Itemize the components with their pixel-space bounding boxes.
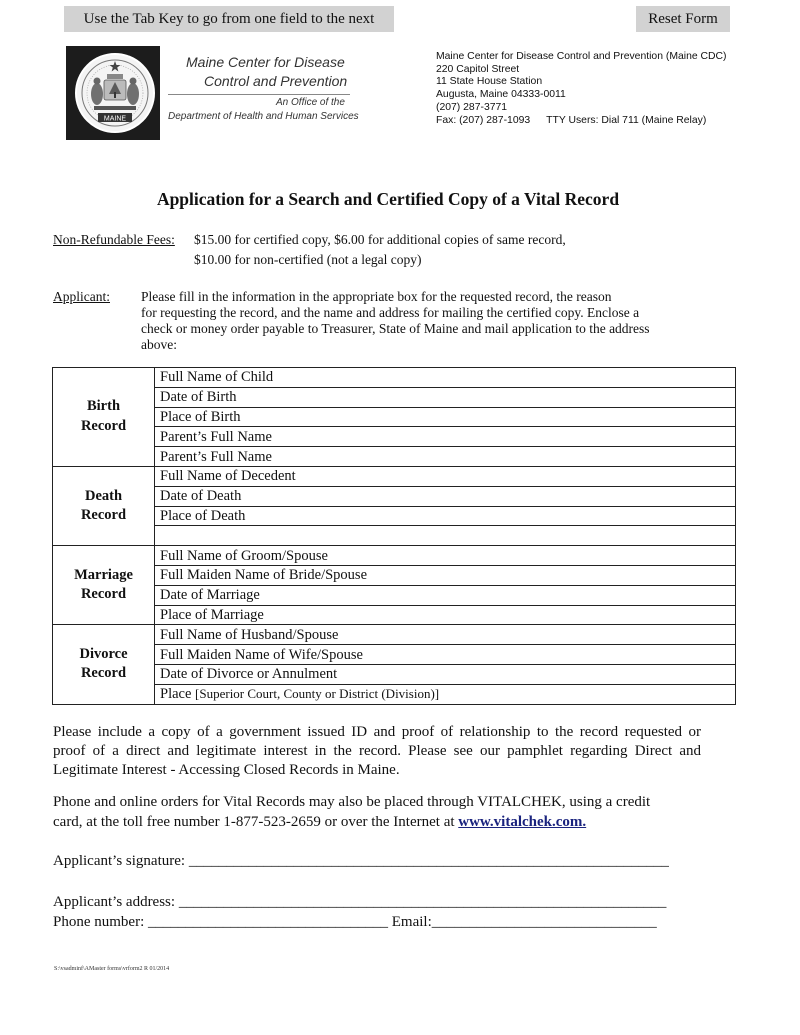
org-subtitle-line2: Department of Health and Human Services	[168, 111, 359, 122]
email-field[interactable]: ______________________________	[431, 914, 657, 930]
form-footer-code: S:\vsadminf\AMaster forms\vrform2 R 01/2014	[54, 966, 170, 972]
divorce-record-header	[53, 625, 155, 704]
address-line: Maine Center for Disease Control and Prevention (Maine CDC)	[436, 51, 727, 62]
death-record-header	[53, 466, 155, 545]
org-subtitle-line1: An Office of the	[276, 97, 345, 108]
marriage-record-header	[53, 546, 155, 625]
signature-label: Applicant’s signature:	[53, 853, 186, 869]
phone-line: (207) 287-3771	[436, 101, 508, 113]
table-row	[53, 585, 736, 605]
divorce-place-field[interactable]	[155, 684, 736, 704]
fees-line2: $10.00 for non-certified (not a legal copy)	[194, 252, 422, 267]
birth-parent1-field[interactable]: Parent’s Full Name	[155, 427, 736, 447]
vitalchek-link[interactable]: www.vitalchek.com.	[458, 814, 587, 830]
email-label: Email:	[391, 914, 432, 930]
table-row	[53, 447, 736, 467]
table-row	[53, 466, 736, 486]
id-notice-line: Legitimate Interest - Accessing Closed Records in Maine.	[53, 762, 400, 778]
phone-email-row	[53, 914, 657, 931]
table-row	[53, 664, 736, 684]
signature-field[interactable]: ________________________________________________________________	[188, 853, 669, 869]
table-row	[53, 605, 736, 625]
table-row	[53, 486, 736, 506]
vitalchek-line2	[53, 813, 586, 833]
applicant-instructions-line: above:	[141, 337, 177, 352]
phone-field[interactable]: ________________________________	[148, 914, 388, 930]
logo-divider	[168, 94, 350, 95]
record-type-title: Divorce	[79, 645, 128, 662]
vitalchek-line: Phone and online orders for Vital Records may also be placed through VITALCHEK, using a credit	[53, 794, 651, 810]
address-line: 220 Capitol Street	[436, 63, 520, 75]
table-row	[53, 684, 736, 704]
fees-label: Non-Refundable Fees:	[53, 232, 175, 247]
marriage-groom-name-field[interactable]: Full Name of Groom/Spouse	[155, 546, 736, 566]
applicant-instructions-line: check or money order payable to Treasurer, State of Maine and mail application to the address	[141, 321, 650, 336]
birth-date-field[interactable]: Date of Birth	[155, 387, 736, 407]
table-row	[53, 625, 736, 645]
contact-address-block	[436, 51, 727, 127]
record-type-title: Death	[84, 487, 123, 504]
death-date-field[interactable]: Date of Death	[155, 486, 736, 506]
divorce-date-field[interactable]: Date of Divorce or Annulment	[155, 664, 736, 684]
fax-tty-line	[436, 115, 727, 128]
table-row	[53, 526, 736, 546]
death-place-field[interactable]: Place of Death	[155, 506, 736, 526]
id-notice-line: Please include a copy of a government issued ID and proof of relationship to the record requested or	[53, 724, 701, 740]
signature-row	[53, 853, 669, 870]
death-extra-field[interactable]	[155, 526, 736, 546]
record-type-title: Record	[80, 586, 127, 603]
seal-banner-text: MAINE	[103, 115, 127, 123]
table-row	[53, 506, 736, 526]
divorce-place-hint: [Superior Court, County or District (Division)]	[195, 686, 440, 702]
maine-state-seal-icon	[74, 52, 156, 134]
divorce-husband-name-field[interactable]: Full Name of Husband/Spouse	[155, 625, 736, 645]
table-row	[53, 427, 736, 447]
table-row	[53, 645, 736, 665]
table-row	[53, 387, 736, 407]
tab-key-hint: Use the Tab Key to go from one field to the next	[64, 6, 394, 32]
address-field[interactable]: _________________________________________________________________	[178, 894, 667, 910]
address-label: Applicant’s address:	[53, 894, 176, 910]
address-line: 11 State House Station	[436, 76, 543, 88]
marriage-date-field[interactable]: Date of Marriage	[155, 585, 736, 605]
page-title: Application for a Search and Certified Copy of a Vital Record	[156, 189, 620, 209]
table-row	[53, 407, 736, 427]
applicant-instructions-line: Please fill in the information in the appropriate box for the requested record, the reason	[141, 289, 612, 304]
records-table	[52, 367, 736, 705]
fax-text: Fax: (207) 287-1093	[436, 114, 531, 126]
death-decedent-name-field[interactable]: Full Name of Decedent	[155, 466, 736, 486]
record-type-title: Birth	[86, 398, 121, 415]
address-row	[53, 894, 666, 911]
tty-text: TTY Users: Dial 711 (Maine Relay)	[546, 114, 707, 126]
record-type-title: Record	[80, 507, 127, 524]
applicant-label: Applicant:	[53, 289, 110, 304]
birth-record-header	[53, 368, 155, 467]
record-type-title: Marriage	[74, 566, 133, 583]
address-line: Augusta, Maine 04333-0011	[436, 89, 566, 101]
marriage-bride-name-field[interactable]: Full Maiden Name of Bride/Spouse	[155, 565, 736, 585]
vitalchek-text: card, at the toll free number 1-877-523-2659 or over the Internet at	[53, 814, 455, 830]
reset-form-button[interactable]: Reset Form	[636, 6, 730, 32]
org-name-line1: Maine Center for Disease	[186, 54, 345, 70]
applicant-instructions-line: for requesting the record, and the name and address for mailing the certified copy. Enclose a	[141, 305, 640, 320]
divorce-wife-name-field[interactable]: Full Maiden Name of Wife/Spouse	[155, 645, 736, 665]
divorce-place-label: Place	[160, 686, 192, 703]
birth-parent2-field[interactable]: Parent’s Full Name	[155, 447, 736, 467]
record-type-title: Record	[80, 417, 127, 434]
table-row	[53, 546, 736, 566]
table-row	[53, 565, 736, 585]
marriage-place-field[interactable]: Place of Marriage	[155, 605, 736, 625]
record-type-title: Record	[80, 665, 127, 682]
fees-line1: $15.00 for certified copy, $6.00 for additional copies of same record,	[194, 232, 566, 247]
table-row	[53, 368, 736, 388]
org-name-line2: Control and Prevention	[204, 73, 348, 89]
phone-label: Phone number:	[53, 914, 145, 930]
birth-place-field[interactable]: Place of Birth	[155, 407, 736, 427]
birth-child-name-field[interactable]: Full Name of Child	[155, 368, 736, 388]
id-notice-line: proof of a direct and legitimate interest in the record. Please see our pamphlet regarding Direct and	[53, 743, 701, 759]
